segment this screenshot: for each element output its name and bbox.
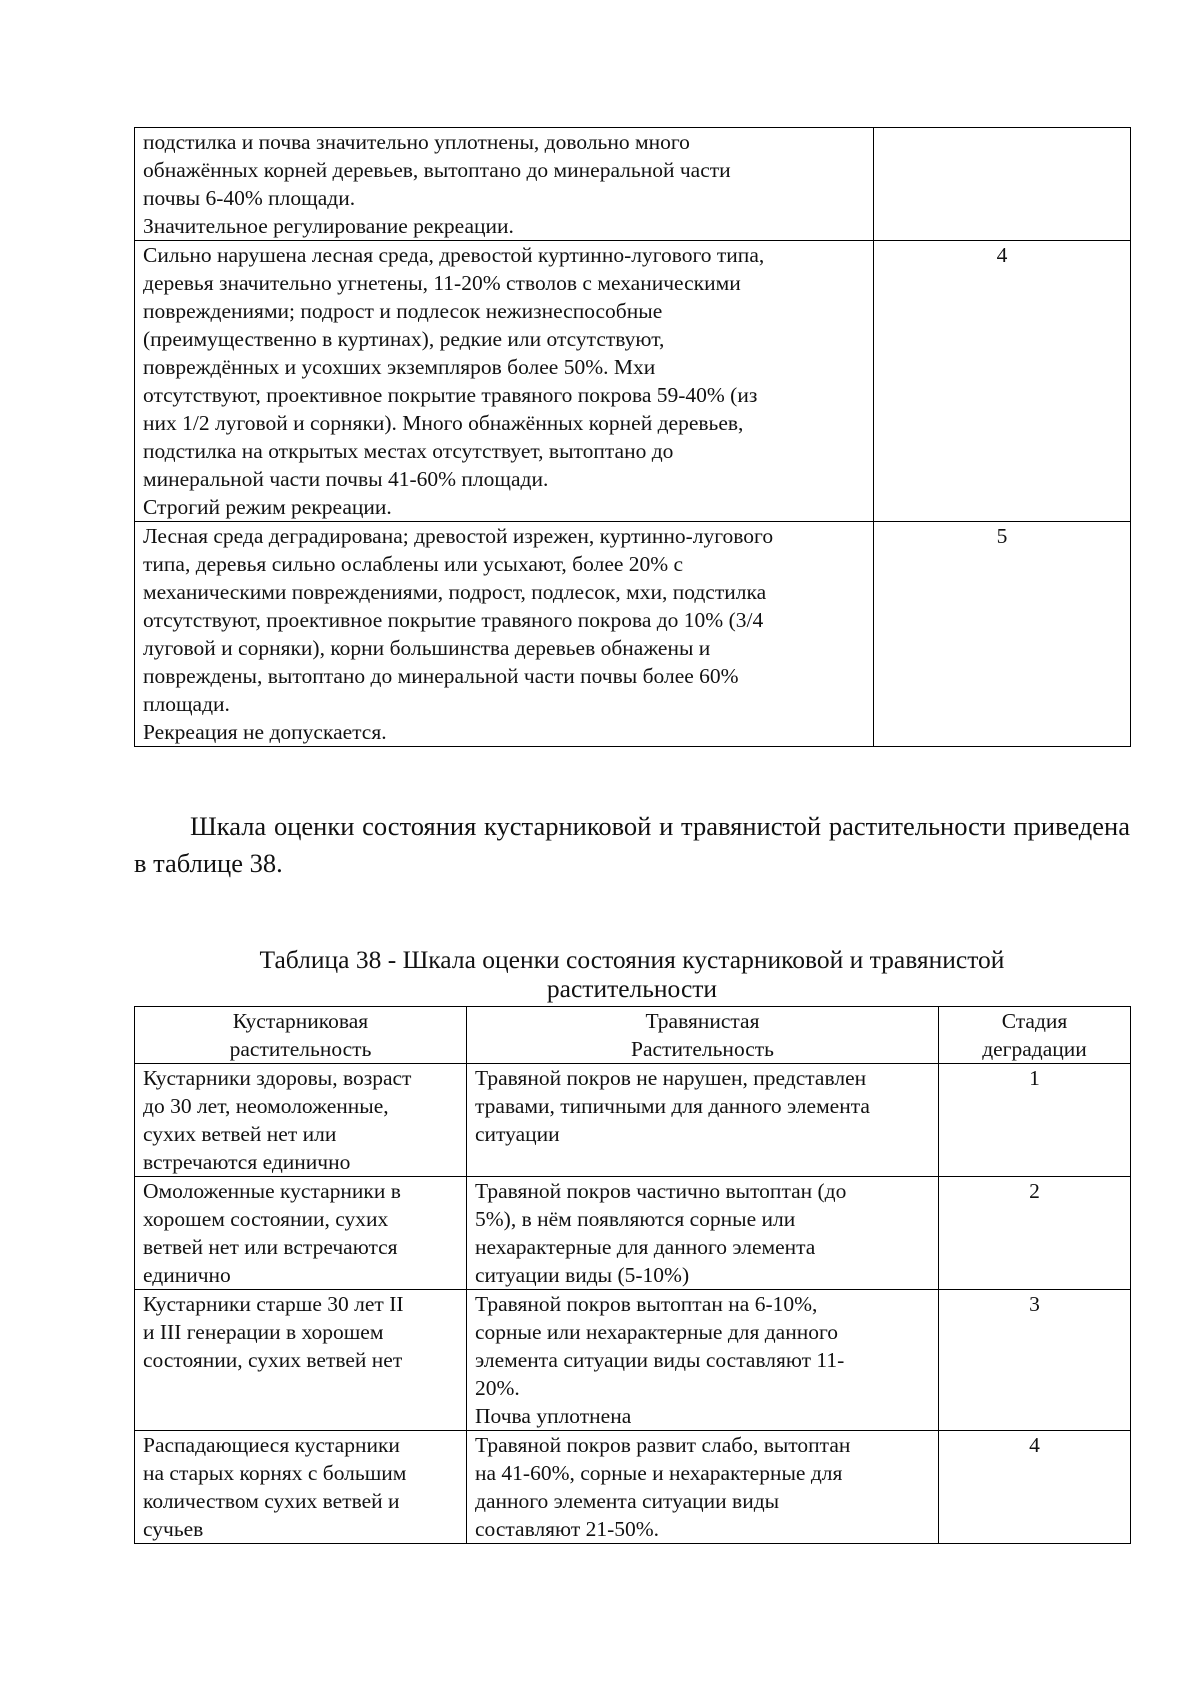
header-stage [939, 1007, 1131, 1064]
header-shrub [135, 1007, 467, 1064]
cell-line: единично [143, 1263, 231, 1287]
stage-cell: 3 [939, 1290, 1131, 1431]
stage-cell: 1 [939, 1064, 1131, 1177]
cell-line: Травяной покров вытоптан на 6-10%, [475, 1292, 818, 1316]
grass-cell [467, 1290, 939, 1431]
stage-cell: 2 [939, 1177, 1131, 1290]
cell-line: и III генерации в хорошем [143, 1320, 384, 1344]
header-line: Стадия [1001, 1009, 1068, 1033]
cell-line: Травяной покров не нарушен, представлен [475, 1066, 867, 1090]
cell-line: подстилка на открытых местах отсутствует, вытоптано до [143, 439, 674, 463]
grass-cell [467, 1177, 939, 1290]
cell-line: повреждены, вытоптано до минеральной части почвы более 60% [143, 664, 739, 688]
shrub-cell [135, 1290, 467, 1431]
cell-line: Сильно нарушена лесная среда, древостой куртинно-лугового типа, [143, 243, 765, 267]
cell-line: отсутствуют, проективное покрытие травяного покрова до 10% (3/4 [143, 608, 764, 632]
stage-cell [874, 128, 1131, 241]
stage-cell: 4 [939, 1431, 1131, 1544]
description-cell [135, 241, 874, 522]
cell-line: них 1/2 луговой и сорняки). Много обнажённых корней деревьев, [143, 411, 744, 435]
cell-line: механическими повреждениями, подрост, подлесок, мхи, подстилка [143, 580, 767, 604]
cell-line: сорные или нехарактерные для данного [475, 1320, 839, 1344]
cell-line: Значительное регулирование рекреации. [143, 214, 514, 238]
cell-line: (преимущественно в куртинах), редкие или отсутствуют, [143, 327, 665, 351]
cell-line: луговой и сорняки), корни большинства деревьев обнажены и [143, 636, 711, 660]
cell-line: встречаются единично [143, 1150, 351, 1174]
cell-line: до 30 лет, неомоложенные, [143, 1094, 389, 1118]
description-cell [135, 128, 874, 241]
table-row [135, 241, 1131, 522]
table-header-row [135, 1007, 1131, 1064]
cell-line: повреждённых и усохших экземпляров более 50%. Мхи [143, 355, 656, 379]
cell-line: Распадающиеся кустарники [143, 1433, 400, 1457]
table-row [135, 1431, 1131, 1544]
grass-cell [467, 1431, 939, 1544]
cell-line: минеральной части почвы 41-60% площади. [143, 467, 549, 491]
body-paragraph: Шкала оценки состояния кустарниковой и травянистой растительности приведена в таблице 38. [134, 811, 1130, 878]
header-line: Травянистая [645, 1009, 760, 1033]
cell-line: почвы 6-40% площади. [143, 186, 356, 210]
cell-line: ситуации [475, 1122, 560, 1146]
header-line: Кустарниковая [232, 1009, 369, 1033]
cell-line: Омоложенные кустарники в [143, 1179, 401, 1203]
stage-cell: 4 [874, 241, 1131, 522]
cell-line: сучьев [143, 1517, 204, 1541]
cell-line: повреждениями; подрост и подлесок нежизнеспособные [143, 299, 663, 323]
cell-line: количеством сухих ветвей и [143, 1489, 400, 1513]
cell-line: на 41-60%, сорные и нехарактерные для [475, 1461, 843, 1485]
stage-cell: 5 [874, 522, 1131, 747]
table-caption-line: растительности [546, 974, 718, 1003]
cell-line: площади. [143, 692, 230, 716]
cell-line: Рекреация не допускается. [143, 720, 387, 744]
cell-line: хорошем состоянии, сухих [143, 1207, 389, 1231]
cell-line: обнажённых корней деревьев, вытоптано до минеральной части [143, 158, 731, 182]
cell-line: Лесная среда деградирована; древостой изрежен, куртинно-лугового [143, 524, 774, 548]
cell-line: подстилка и почва значительно уплотнены, довольно много [143, 130, 690, 154]
cell-line: Почва уплотнена [475, 1404, 632, 1428]
cell-line: отсутствуют, проективное покрытие травяного покрова 59-40% (из [143, 383, 758, 407]
cell-line: деревья значительно угнетены, 11-20% стволов с механическими [143, 271, 741, 295]
cell-line: состоянии, сухих ветвей нет [143, 1348, 403, 1372]
cell-line: 5%), в нём появляются сорные или [475, 1207, 796, 1231]
cell-line: травами, типичными для данного элемента [475, 1094, 870, 1118]
cell-line: ветвей нет или встречаются [143, 1235, 398, 1259]
cell-line: на старых корнях с большим [143, 1461, 407, 1485]
table-caption-line: Таблица 38 - Шкала оценки состояния кустарниковой и травянистой [259, 945, 1005, 974]
shrub-cell [135, 1431, 467, 1544]
header-line: деградации [982, 1037, 1087, 1061]
recreation-stage-table-continuation [134, 127, 1131, 747]
header-grass [467, 1007, 939, 1064]
table-caption [134, 945, 1130, 1003]
table-row [135, 1064, 1131, 1177]
cell-line: Строгий режим рекреации. [143, 495, 392, 519]
table-38 [134, 1006, 1131, 1544]
cell-line: ситуации виды (5-10%) [475, 1263, 690, 1287]
header-line: растительность [229, 1037, 372, 1061]
cell-line: составляют 21-50%. [475, 1517, 660, 1541]
table-row [135, 128, 1131, 241]
cell-line: 20%. [475, 1376, 520, 1400]
header-line: Растительность [631, 1037, 774, 1061]
cell-line: нехарактерные для данного элемента [475, 1235, 816, 1259]
shrub-cell [135, 1064, 467, 1177]
cell-line: данного элемента ситуации виды [475, 1489, 780, 1513]
shrub-cell [135, 1177, 467, 1290]
description-cell [135, 522, 874, 747]
cell-line: типа, деревья сильно ослаблены или усыхают, более 20% с [143, 552, 684, 576]
cell-line: сухих ветвей нет или [143, 1122, 337, 1146]
table-row [135, 522, 1131, 747]
cell-line: Травяной покров частично вытоптан (до [475, 1179, 847, 1203]
table-row [135, 1290, 1131, 1431]
grass-cell [467, 1064, 939, 1177]
cell-line: Травяной покров развит слабо, вытоптан [475, 1433, 851, 1457]
cell-line: элемента ситуации виды составляют 11- [475, 1348, 845, 1372]
cell-line: Кустарники старше 30 лет II [143, 1292, 404, 1316]
cell-line: Кустарники здоровы, возраст [143, 1066, 412, 1090]
table-row [135, 1177, 1131, 1290]
